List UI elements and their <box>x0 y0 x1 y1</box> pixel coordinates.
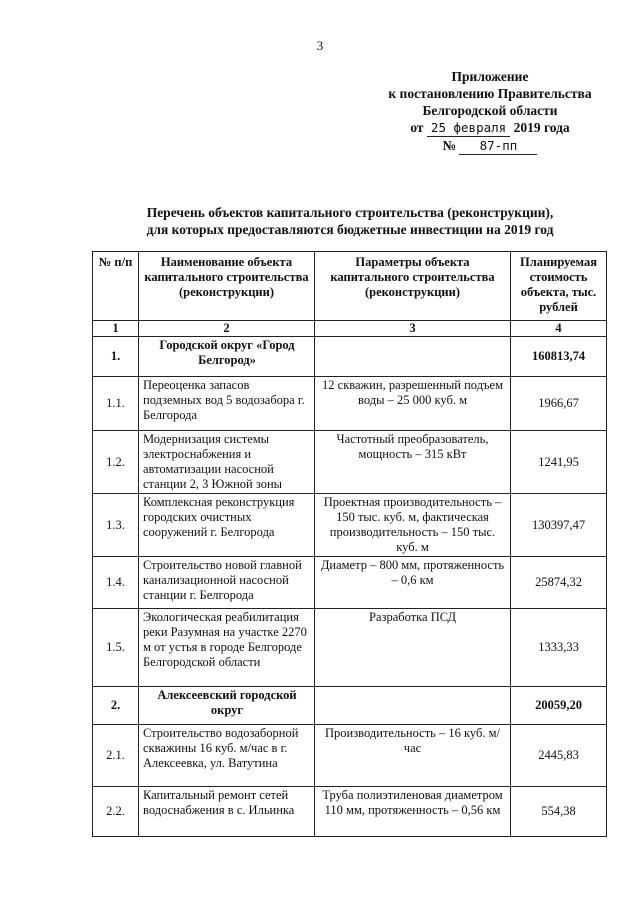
header-num: № п/п <box>93 252 139 321</box>
row-name: Строительство водозаборной скважины 16 куб. м/час в г. Алексеевка, ул. Ватутина <box>139 725 315 787</box>
document-title <box>90 204 610 238</box>
row-params <box>315 337 511 377</box>
row-params: Производительность – 16 куб. м/час <box>315 725 511 787</box>
row-params: Частотный преобразователь, мощность – 315 кВт <box>315 431 511 494</box>
row-name: Строительство новой главной канализационной насосной станции г. Белгорода <box>139 557 315 609</box>
row-params <box>315 687 511 725</box>
column-number: 1 <box>93 321 139 337</box>
title-line-2: для которых предоставляются бюджетные инвестиции на 2019 год <box>146 222 554 237</box>
table-row <box>93 337 607 377</box>
date-value: 25 февраля <box>427 119 510 137</box>
table-row <box>93 609 607 687</box>
header-cost: Планируемая стоимость объекта, тыс. рублей <box>511 252 607 321</box>
row-name: Алексеевский городской округ <box>139 687 315 725</box>
row-num: 2. <box>93 687 139 725</box>
row-num: 1.5. <box>93 609 139 687</box>
row-num: 1. <box>93 337 139 377</box>
appendix-line-3: Белгородской области <box>422 103 558 118</box>
appendix-line-1: Приложение <box>451 69 529 84</box>
row-cost: 554,38 <box>511 787 607 837</box>
row-name: Экологическая реабилитация реки Разумная на участке 2270 м от устья в городе Белгороде Белгородской области <box>139 609 315 687</box>
table-row <box>93 725 607 787</box>
appendix-header <box>360 68 620 155</box>
number-value: 87-пп <box>459 137 537 155</box>
page-number: 3 <box>316 38 324 53</box>
investment-table <box>92 251 607 837</box>
row-params: Диаметр – 800 мм, протяженность – 0,6 км <box>315 557 511 609</box>
row-cost: 1966,67 <box>511 377 607 431</box>
row-cost: 1333,33 <box>511 609 607 687</box>
row-num: 1.3. <box>93 494 139 557</box>
row-cost: 2445,83 <box>511 725 607 787</box>
row-name: Городской округ «Город Белгород» <box>139 337 315 377</box>
row-name: Капитальный ремонт сетей водоснабжения в с. Ильинка <box>139 787 315 837</box>
column-number: 3 <box>315 321 511 337</box>
header-params: Параметры объекта капитального строительства (реконструкции) <box>315 252 511 321</box>
table-row <box>93 787 607 837</box>
column-number-row <box>93 321 607 337</box>
table-header-row <box>93 252 607 321</box>
header-name: Наименование объекта капитального строительства (реконструкции) <box>139 252 315 321</box>
date-prefix: от <box>410 120 424 135</box>
row-params: Труба полиэтиленовая диаметром 110 мм, протяженность – 0,56 км <box>315 787 511 837</box>
row-cost: 1241,95 <box>511 431 607 494</box>
row-num: 2.1. <box>93 725 139 787</box>
table-row <box>93 431 607 494</box>
column-number: 4 <box>511 321 607 337</box>
appendix-line-2: к постановлению Правительства <box>388 86 592 101</box>
column-number: 2 <box>139 321 315 337</box>
title-line-1: Перечень объектов капитального строительства (реконструкции), <box>146 205 554 220</box>
row-cost: 20059,20 <box>511 687 607 725</box>
row-num: 1.2. <box>93 431 139 494</box>
row-cost: 160813,74 <box>511 337 607 377</box>
row-params: 12 скважин, разрешенный подъем воды – 25 000 куб. м <box>315 377 511 431</box>
row-params: Разработка ПСД <box>315 609 511 687</box>
row-name: Переоценка запасов подземных вод 5 водозабора г. Белгорода <box>139 377 315 431</box>
row-name: Комплексная реконструкция городских очистных сооружений г. Белгорода <box>139 494 315 557</box>
row-cost: 25874,32 <box>511 557 607 609</box>
row-name: Модернизация системы электроснабжения и автоматизации насосной станции 2, 3 Южной зоны <box>139 431 315 494</box>
row-params: Проектная производительность – 150 тыс. куб. м, фактическая производительность – 150 тыс. куб. м <box>315 494 511 557</box>
table-row <box>93 377 607 431</box>
date-suffix: 2019 года <box>513 120 570 135</box>
row-num: 2.2. <box>93 787 139 837</box>
row-num: 1.1. <box>93 377 139 431</box>
table-row <box>93 687 607 725</box>
number-prefix: № <box>442 138 457 153</box>
table-row <box>93 557 607 609</box>
appendix-date-line <box>360 119 620 137</box>
row-num: 1.4. <box>93 557 139 609</box>
appendix-number-line <box>360 137 620 155</box>
table-row <box>93 494 607 557</box>
row-cost: 130397,47 <box>511 494 607 557</box>
